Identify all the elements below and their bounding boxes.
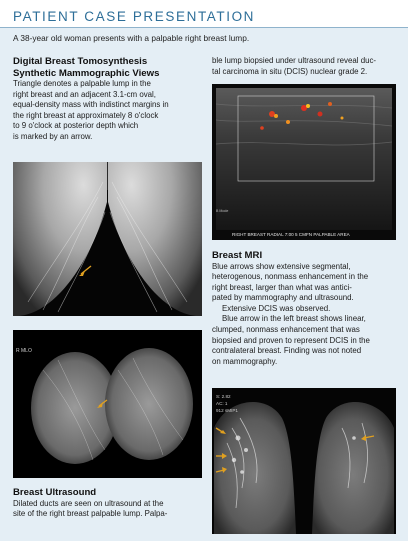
mri-heading: Breast MRI <box>212 250 263 261</box>
tomosynthesis-heading-line1: Digital Breast Tomosynthesis <box>13 56 148 67</box>
tomosynthesis-heading-line2: Synthetic Mammographic Views <box>13 67 160 79</box>
tomo-line-1: Triangle denotes a palpable lump in the <box>13 79 151 88</box>
mammogram-mlo-image <box>13 330 202 478</box>
us-corner-label: B Mode <box>216 209 229 213</box>
page-title: PATIENT CASE PRESENTATION <box>13 9 256 24</box>
mri-line-1: Blue arrows show extensive segmental, <box>212 261 351 271</box>
tomo-line-3: equal-density mass with indistinct margins in <box>13 100 169 110</box>
left-breast-mlo <box>105 348 193 460</box>
us-line-4: tal carcinoma in situ (DCIS) nuclear grade 2. <box>212 66 368 76</box>
ultrasound-body <box>13 499 208 520</box>
mri-line-4: pated by mammography and ultrasound. <box>212 293 354 303</box>
ultrasound-image <box>212 84 396 240</box>
left-column <box>13 56 208 143</box>
header-bar <box>0 0 408 28</box>
mri-label-1: S: 2.82 <box>216 394 231 399</box>
mammogram-cc-image <box>13 162 202 316</box>
tomo-line-2: right breast and an adjacent 3.1-cm oval, <box>13 89 156 99</box>
mri-label-2: AC: 1 <box>216 401 228 406</box>
mri-line-2: heterogenous, nonmass enhancement in the <box>212 272 369 282</box>
mri-label-3: 912 sMIP1 <box>216 408 238 413</box>
mri-section <box>212 250 396 367</box>
mri-body-1 <box>212 262 396 315</box>
mri-line-5: Extensive DCIS was observed. <box>222 303 331 313</box>
tomo-line-4: the right breast at approximately 8 o'clock <box>13 110 159 120</box>
us-line-2: site of the right breast palpable lump. Palpa- <box>13 509 168 519</box>
mri-line-6: Blue arrow in the left breast shows linear, <box>222 314 366 324</box>
ultrasound-body-continued <box>212 56 396 77</box>
right-column <box>212 56 396 77</box>
mri-line-3: right breast, larger than what was antici- <box>212 282 352 292</box>
ultrasound-section <box>13 487 208 520</box>
tomosynthesis-body <box>13 79 208 143</box>
ultrasound-heading: Breast Ultrasound <box>13 487 97 498</box>
mri-line-8: biopsied and proven to represent DCIS in the <box>212 335 370 345</box>
mlo-corner-label: R MLO <box>16 348 32 354</box>
intro-text: A 38-year old woman presents with a palpable right breast lump. <box>13 33 250 43</box>
mri-line-9: contralateral breast. Finding was not noted <box>212 346 362 356</box>
tomosynthesis-heading <box>13 56 208 79</box>
mri-image <box>212 388 396 534</box>
mri-line-10: on mammography. <box>212 356 278 366</box>
us-line-3: ble lump biopsied under ultrasound reveal duc- <box>212 56 377 65</box>
tomo-line-6: is marked by an arrow. <box>13 131 93 141</box>
tomo-line-5: to 9 o'clock at posterior depth which <box>13 121 139 131</box>
us-image-caption: RIGHT BREAST RADIAL 7:00 5 CMFN PALPABLE AREA <box>232 232 350 237</box>
us-line-1: Dilated ducts are seen on ultrasound at the <box>13 498 164 508</box>
mri-body-2 <box>212 314 396 367</box>
mri-line-7: clumped, nonmass enhancement that was <box>212 325 360 335</box>
